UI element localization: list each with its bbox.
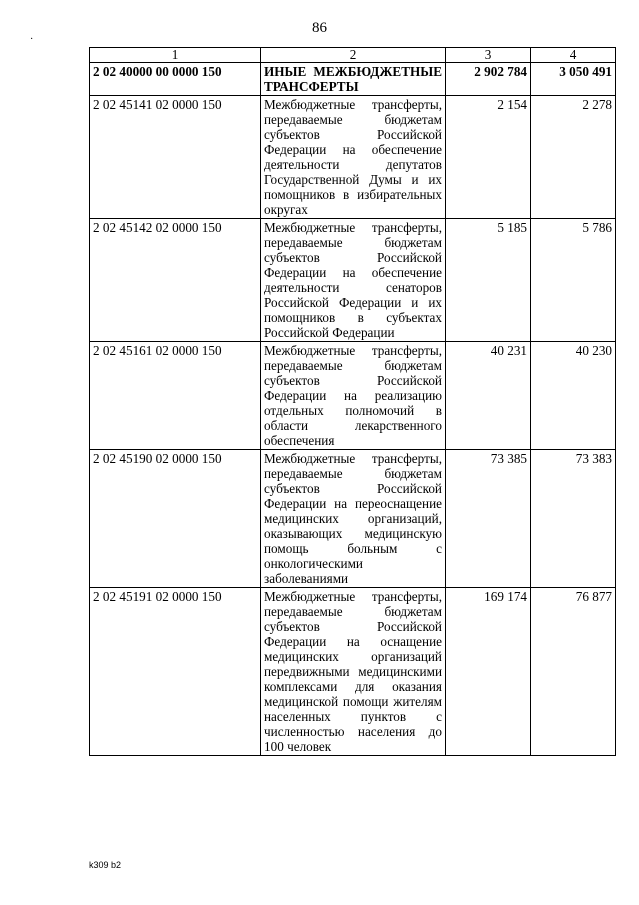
header-row [90, 48, 616, 63]
code-cell: 2 02 45141 02 0000 150 [90, 96, 261, 219]
table-row [90, 450, 616, 588]
code-cell: 2 02 45190 02 0000 150 [90, 450, 261, 588]
column-header-3: 3 [446, 48, 531, 63]
code-cell: 2 02 45191 02 0000 150 [90, 588, 261, 756]
budget-table [89, 47, 616, 756]
description-cell: Межбюджетные трансферты, передаваемые бюджетам субъектов Российской Федерации на переоснащение медицинских организаций, оказывающих медицинскую помощь больным с онкологическими заболеваниями [261, 450, 446, 588]
column-header-1: 1 [90, 48, 261, 63]
value-col4-cell: 3 050 491 [531, 63, 616, 96]
code-cell: 2 02 40000 00 0000 150 [90, 63, 261, 96]
table-row [90, 342, 616, 450]
value-col4-cell: 76 877 [531, 588, 616, 756]
description-cell: Межбюджетные трансферты, передаваемые бюджетам субъектов Российской Федерации на оснащение медицинских организаций передвижными медицинскими комплексами для оказания медицинской помощи жителям населенных пунктов с численностью населения до 100 человек [261, 588, 446, 756]
description-cell: Межбюджетные трансферты, передаваемые бюджетам субъектов Российской Федерации на реализацию отдельных полномочий в области лекарственного обеспечения [261, 342, 446, 450]
value-col4-cell: 40 230 [531, 342, 616, 450]
page-number: 86 [312, 20, 327, 36]
value-col4-cell: 2 278 [531, 96, 616, 219]
value-col3-cell: 5 185 [446, 219, 531, 342]
table-row [90, 219, 616, 342]
value-col3-cell: 2 902 784 [446, 63, 531, 96]
description-cell: Межбюджетные трансферты, передаваемые бюджетам субъектов Российской Федерации на обеспечение деятельности сенаторов Российской Федерации и их помощников в субъектах Российской Федерации [261, 219, 446, 342]
column-header-2: 2 [261, 48, 446, 63]
description-cell: ИНЫЕ МЕЖБЮДЖЕТНЫЕ ТРАНСФЕРТЫ [261, 63, 446, 96]
value-col3-cell: 169 174 [446, 588, 531, 756]
value-col3-cell: 73 385 [446, 450, 531, 588]
value-col4-cell: 73 383 [531, 450, 616, 588]
table-row [90, 96, 616, 219]
table-row [90, 63, 616, 96]
code-cell: 2 02 45142 02 0000 150 [90, 219, 261, 342]
value-col4-cell: 5 786 [531, 219, 616, 342]
table-row [90, 588, 616, 756]
table-body [90, 63, 616, 756]
value-col3-cell: 2 154 [446, 96, 531, 219]
column-header-4: 4 [531, 48, 616, 63]
code-cell: 2 02 45161 02 0000 150 [90, 342, 261, 450]
value-col3-cell: 40 231 [446, 342, 531, 450]
margin-mark: · [30, 34, 34, 45]
footer-code: k309 b2 [89, 860, 122, 870]
description-cell: Межбюджетные трансферты, передаваемые бюджетам субъектов Российской Федерации на обеспечение деятельности депутатов Государственной Думы и их помощников в избирательных округах [261, 96, 446, 219]
